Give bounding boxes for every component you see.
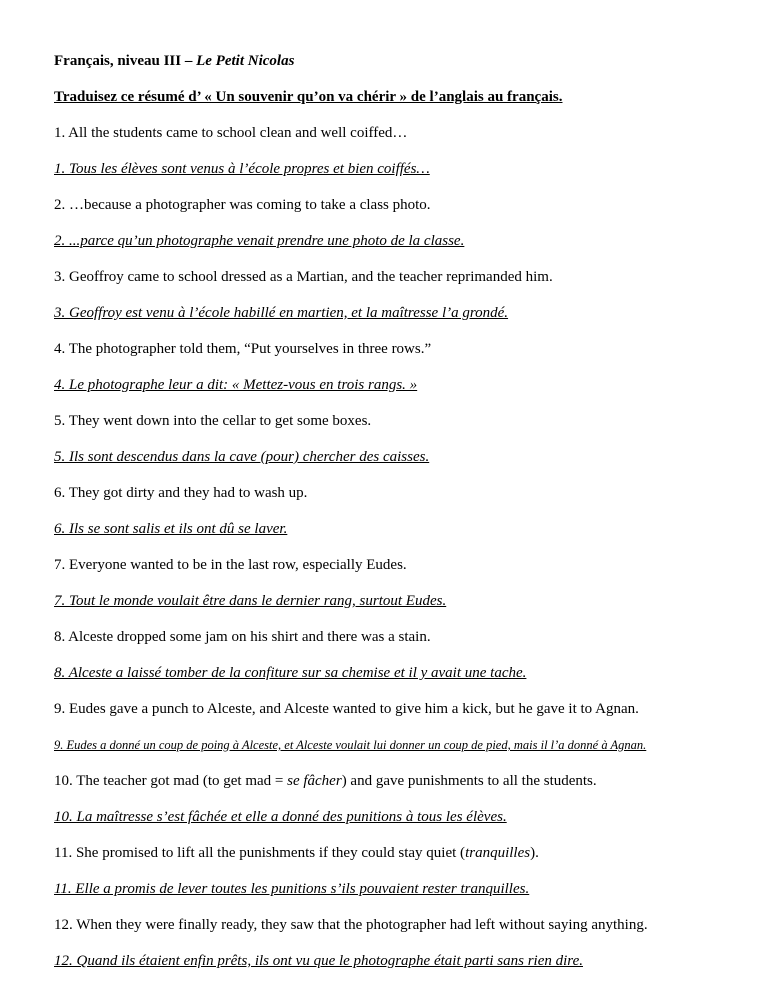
english-sentence-4: 4. The photographer told them, “Put yourselves in three rows.” (54, 341, 432, 357)
english-sentence-5: 5. They went down into the cellar to get some boxes. (54, 413, 372, 429)
french-translation-2: 2. ...parce qu’un photographe venait prendre une photo de la classe. (54, 233, 465, 249)
english-sentence-11 (54, 844, 539, 862)
french-translation-5: 5. Ils sont descendus dans la cave (pour) chercher des caisses. (54, 449, 430, 465)
english-sentence-2: 2. …because a photographer was coming to take a class photo. (54, 197, 431, 213)
french-translation-1: 1. Tous les élèves sont venus à l’école propres et bien coiffés… (54, 161, 430, 177)
french-translation-8: 8. Alceste a laissé tomber de la confiture sur sa chemise et il y avait une tache. (54, 665, 527, 681)
english-sentence-10-start: 10. The teacher got mad (to get mad = (54, 773, 288, 789)
english-sentence-11-end: ). (530, 845, 539, 861)
english-sentence-9: 9. Eudes gave a punch to Alceste, and Alceste wanted to give him a kick, but he gave it to Agnan. (54, 701, 639, 717)
title-prefix: Français, niveau III – (54, 53, 197, 69)
english-sentence-6: 6. They got dirty and they had to wash up. (54, 485, 308, 501)
french-translation-4: 4. Le photographe leur a dit: « Mettez-vous en trois rangs. » (54, 377, 418, 393)
french-translation-12: 12. Quand ils étaient enfin prêts, ils ont vu que le photographe était parti sans rien dire. (54, 953, 583, 969)
french-translation-7: 7. Tout le monde voulait être dans le dernier rang, surtout Eudes. (54, 593, 447, 609)
french-translation-10: 10. La maîtresse s’est fâchée et elle a donné des punitions à tous les élèves. (54, 809, 507, 825)
english-sentence-1: 1. All the students came to school clean and well coiffed… (54, 125, 408, 141)
english-sentence-11-start: 11. She promised to lift all the punishments if they could stay quiet ( (54, 845, 466, 861)
english-sentence-12: 12. When they were finally ready, they saw that the photographer had left without saying anything. (54, 917, 648, 933)
french-translation-9: 9. Eudes a donné un coup de poing à Alceste, et Alceste voulait lui donner un coup de pied, mais il l’a donné à Agnan. (54, 738, 647, 752)
worksheet-title (54, 52, 294, 70)
french-translation-6: 6. Ils se sont salis et ils ont dû se laver. (54, 521, 288, 537)
french-term-se-facher: se fâcher (287, 773, 342, 789)
english-sentence-8: 8. Alceste dropped some jam on his shirt and there was a stain. (54, 629, 431, 645)
english-sentence-7: 7. Everyone wanted to be in the last row, especially Eudes. (54, 557, 407, 573)
english-sentence-10 (54, 772, 597, 790)
french-term-tranquilles: tranquilles (465, 845, 531, 861)
title-book-name: Le Petit Nicolas (196, 53, 295, 69)
french-translation-3: 3. Geoffroy est venu à l’école habillé en martien, et la maîtresse l’a grondé. (54, 305, 509, 321)
instruction-heading: Traduisez ce résumé d’ « Un souvenir qu’on va chérir » de l’anglais au français. (54, 89, 563, 105)
english-sentence-3: 3. Geoffroy came to school dressed as a Martian, and the teacher reprimanded him. (54, 269, 553, 285)
english-sentence-10-end: ) and gave punishments to all the students. (341, 773, 597, 789)
french-translation-11: 11. Elle a promis de lever toutes les punitions s’ils pouvaient rester tranquilles. (54, 881, 530, 897)
